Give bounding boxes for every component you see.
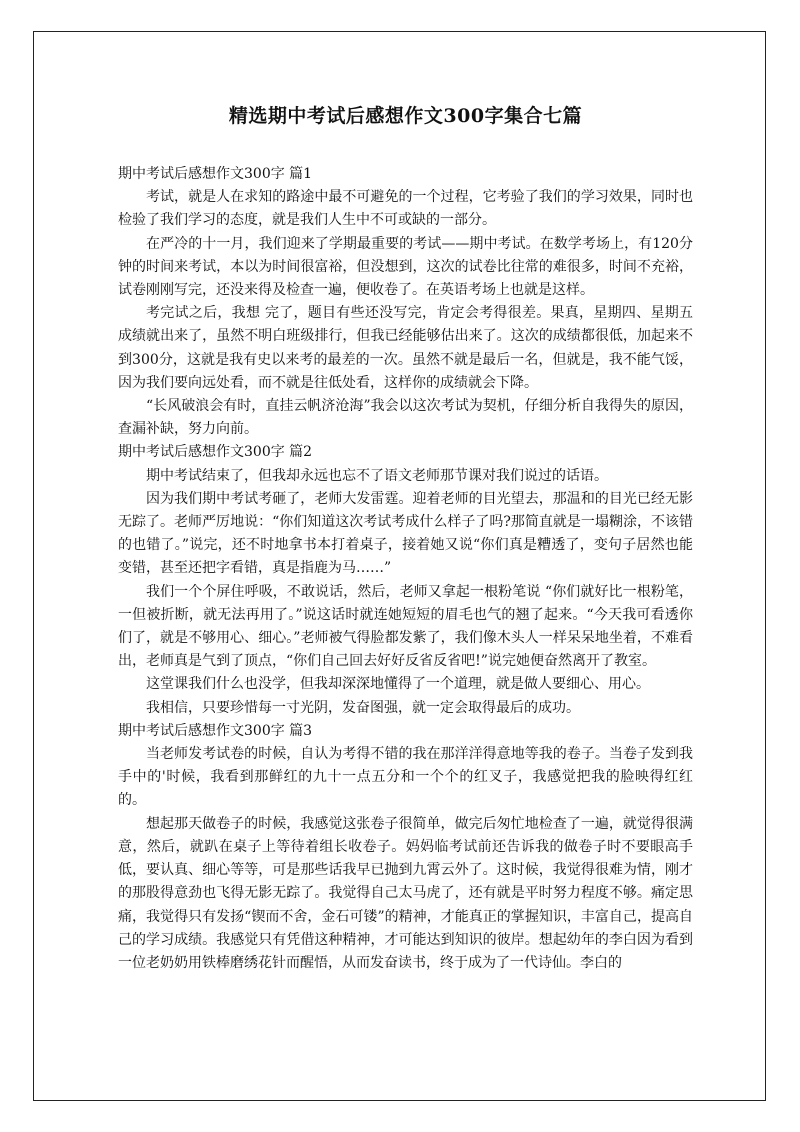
paragraph: 因为我们期中考试考砸了，老师大发雷霆。迎着老师的目光望去，那温和的目光已经无影无踪了。老师严厉地说：“你们知道这次考试考成什么样子了吗?那简直就是一塌糊涂，不该错的也错了。”说完，还不时地拿书本打着桌子，接着她又说“你们真是糟透了，变句子居然也能变错，甚至还把字看错，真是指鹿为马……” bbox=[118, 490, 693, 577]
paragraph: 考试，就是人在求知的路途中最不可避免的一个过程，它考验了我们的学习效果，同时也检验了我们学习的态度，就是我们人生中不可或缺的一部分。 bbox=[118, 189, 693, 229]
paragraph: 考完试之后，我想 完了，题目有些还没写完，肯定会考得很差。果真，星期四、星期五成绩就出来了，虽然不明白班级排行，但我已经能够估出来了。这次的成绩都很低，加起来不到300分，这就是我有史以来考的最差的一次。虽然不就是最后一名，但就是，我不能气馁，因为我们要向远处看，而不就是往低处看，这样你的成绩就会下降。 bbox=[118, 305, 693, 391]
section-2 bbox=[118, 441, 693, 719]
section-heading: 期中考试后感想作文300字 篇2 bbox=[118, 444, 313, 461]
document-title: 精选期中考试后感想作文300字集合七篇 bbox=[228, 105, 583, 127]
paragraph: 想起那天做卷子的时候，我感觉这张卷子很简单，做完后匆忙地检查了一遍，就觉得很满意，然后，就趴在桌子上等待着组长收卷子。妈妈临考试前还告诉我的做卷子时不要眼高手低，要认真、细心等等，可是那些话我早已抛到九霄云外了。这时候，我觉得很难为情，刚才的那股得意劲也飞得无影无踪了。我觉得自己太马虎了，还有就是平时努力程度不够。痛定思痛，我觉得只有发扬“锲而不舍，金石可镂”的精神，才能真正的掌握知识，丰富自己，提高自己的学习成绩。我感觉只有凭借这种精神，才可能达到知识的彼岸。想起幼年的李白因为看到一位老奶奶用铁棒磨绣花针而醒悟，从而发奋读书，终于成为了一代诗仙。李白的 bbox=[118, 815, 693, 971]
document-body bbox=[118, 102, 693, 975]
paragraph: 我相信，只要珍惜每一寸光阴，发奋图强，就一定会取得最后的成功。 bbox=[146, 699, 580, 716]
section-heading: 期中考试后感想作文300字 篇1 bbox=[118, 166, 313, 182]
paragraph: “长风破浪会有时，直挂云帆济沧海”我会以这次考试为契机，仔细分析自我得失的原因，查漏补缺，努力向前。 bbox=[118, 398, 693, 438]
paragraph: 我们一个个屏住呼吸，不敢说话，然后，老师又拿起一根粉笔说 “你们就好比一根粉笔，一但被折断，就无法再用了。”说这话时就连她短短的眉毛也气的翘了起来。“今天我可看透你们了，就是不够用心、细心。”老师被气得脸都发紫了，我们像木头人一样呆呆地坐着，不难看出，老师真是气到了顶点，“你们自己回去好好反省反省吧!”说完她便奋然离开了教室。 bbox=[118, 583, 693, 670]
section-heading: 期中考试后感想作文300字 篇3 bbox=[118, 722, 313, 739]
section-3 bbox=[118, 720, 693, 975]
section-1 bbox=[118, 163, 693, 441]
paragraph: 期中考试结束了，但我却永远也忘不了语文老师那节课对我们说过的话语。 bbox=[146, 467, 608, 484]
paragraph: 这堂课我们什么也没学，但我却深深地懂得了一个道理，就是做人要细心、用心。 bbox=[146, 676, 650, 693]
paragraph: 当老师发考试卷的时候，自认为考得不错的我在那洋洋得意地等我的卷子。当卷子发到我手中的'时候，我看到那鲜红的九十一点五分和一个个的红叉子，我感觉把我的脸映得红红的。 bbox=[118, 746, 693, 809]
paragraph: 在严冷的十一月，我们迎来了学期最重要的考试——期中考试。在数学考场上，有120分钟的时间来考试，本以为时间很富裕，但没想到，这次的试卷比往常的难很多，时间不充裕，试卷刚刚写完，还没来得及检查一遍，便收卷了。在英语考场上也就是这样。 bbox=[118, 235, 693, 299]
